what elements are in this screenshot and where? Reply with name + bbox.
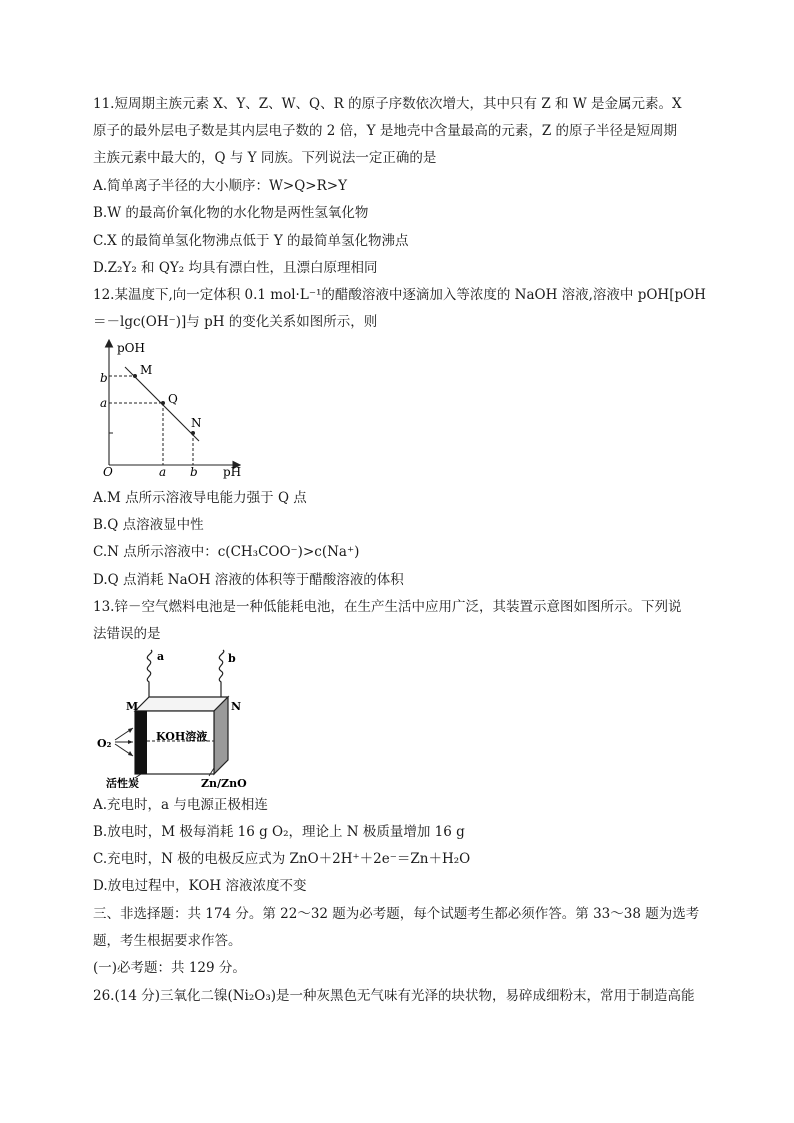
q13-stem-line-2: 法错误的是: [93, 626, 161, 642]
point-m: [133, 374, 137, 378]
oxygen-label: O₂: [97, 737, 112, 750]
q12-option-c: C.N 点所示溶液中：c(CH₃COO⁻)>c(Na⁺): [93, 544, 360, 560]
box-right-side: [214, 697, 228, 774]
q13-option-c: C.充电时，N 极的电极反应式为 ZnO＋2H⁺＋2e⁻＝Zn＋H₂O: [93, 851, 471, 867]
point-n-label: N: [191, 416, 202, 430]
x-axis-label: pH: [223, 465, 242, 479]
point-n: [191, 431, 195, 435]
section3-heading-line-1: 三、非选择题：共 174 分。第 22～32 题为必考题，每个试题考生都必须作答。第 33～38 题为选考: [93, 906, 700, 922]
point-m-label: M: [140, 363, 153, 377]
q13-stem-line-1: 13.锌－空气燃料电池是一种低能耗电池，在生产生活中应用广泛，其装置示意图如图所示。下列说: [93, 599, 682, 615]
y-tick-b: b: [100, 371, 108, 385]
q11-option-c: C.X 的最简单氢化物沸点低于 Y 的最简单氢化物沸点: [93, 233, 409, 249]
wire-a-coil: [147, 650, 152, 697]
q11-stem-line-2: 原子的最外层电子数是其内层电子数的 2 倍，Y 是地壳中含量最高的元素，Z 的原子半径是短周期: [93, 123, 678, 139]
y-tick-a: a: [100, 396, 108, 410]
origin-label: O: [103, 465, 113, 479]
zinc-air-battery-diagram: [95, 648, 265, 788]
q13-option-a: A.充电时，a 与电源正极相连: [93, 797, 268, 813]
box-top: [135, 697, 228, 711]
q26-stem-line-1: 26.(14 分)三氧化二镍(Ni₂O₃)是一种灰黑色无气味有光泽的块状物，易碎成细粉末，常用于制造高能: [93, 988, 695, 1004]
electrode-m-label: M: [126, 700, 139, 713]
q11-option-a: A.简单离子半径的大小顺序：W>Q>R>Y: [93, 178, 347, 194]
q13-option-d: D.放电过程中，KOH 溶液浓度不变: [93, 878, 307, 894]
q12-option-b: B.Q 点溶液显中性: [93, 517, 204, 533]
q11-option-b: B.W 的最高价氧化物的水化物是两性氢氧化物: [93, 205, 369, 221]
wire-b-label: b: [228, 652, 236, 665]
point-q: [161, 401, 165, 405]
q11-stem-line-1: 11.短周期主族元素 X、Y、Z、W、Q、R 的原子序数依次增大，其中只有 Z 和 W 是金属元素。X: [93, 96, 682, 112]
q11-option-d: D.Z₂Y₂ 和 QY₂ 均具有漂白性，且漂白原理相同: [93, 260, 378, 276]
zn-zno-label: Zn/ZnO: [201, 777, 247, 788]
q12-option-d: D.Q 点消耗 NaOH 溶液的体积等于醋酸溶液的体积: [93, 572, 404, 588]
wire-a-label: a: [157, 650, 165, 663]
y-axis-label: pOH: [117, 341, 145, 355]
section3-subheading: (一)必考题：共 129 分。: [93, 960, 246, 976]
x-tick-b: b: [190, 465, 198, 479]
section3-heading-line-2: 题，考生根据要求作答。: [93, 933, 242, 949]
point-q-label: Q: [168, 392, 178, 406]
q12-option-a: A.M 点所示溶液导电能力强于 Q 点: [93, 490, 307, 506]
activated-carbon-label: 活性炭: [106, 777, 139, 788]
electrode-m-carbon: [135, 711, 147, 774]
q12-stem-line-1: 12.某温度下,向一定体积 0.1 mol·L⁻¹的醋酸溶液中逐滴加入等浓度的 NaOH 溶液,溶液中 pOH[pOH: [93, 287, 706, 303]
q13-option-b: B.放电时，M 极每消耗 16 g O₂，理论上 N 极质量增加 16 g: [93, 824, 465, 840]
poh-ph-graph: [95, 335, 255, 480]
q12-stem-line-2: ＝－lgc(OH⁻)]与 pH 的变化关系如图所示，则: [93, 314, 378, 330]
x-tick-a: a: [159, 465, 167, 479]
q11-stem-line-3: 主族元素中最大的，Q 与 Y 同族。下列说法一定正确的是: [93, 150, 437, 166]
solution-label: KOH溶液: [156, 730, 208, 743]
wire-b-coil: [219, 650, 224, 697]
electrode-n-label: N: [231, 700, 242, 713]
